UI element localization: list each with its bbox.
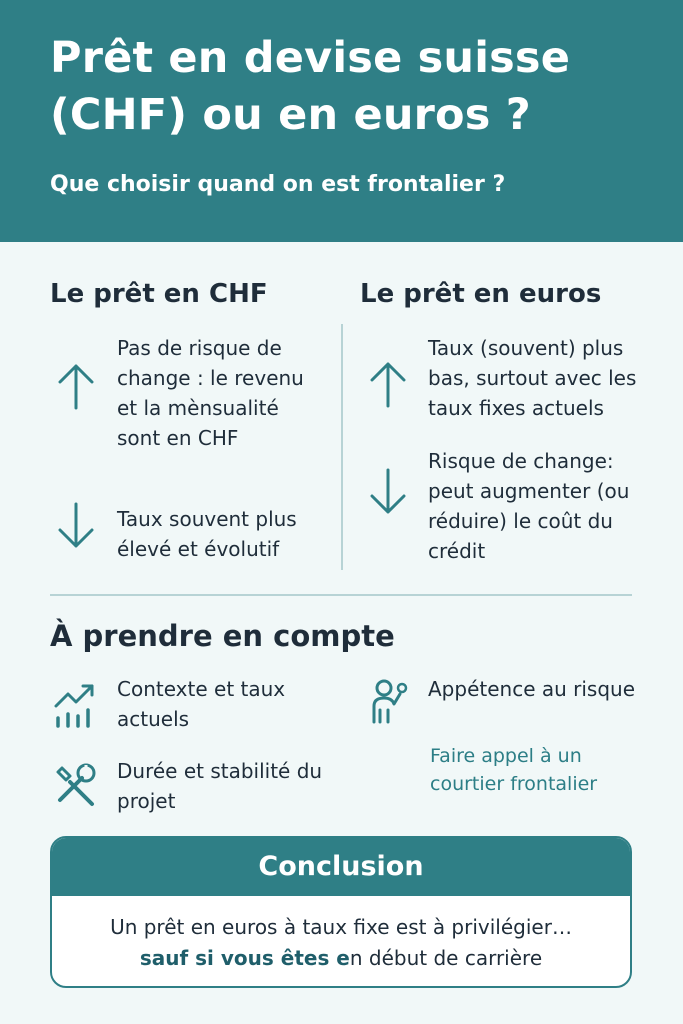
- considerations-title: À prendre en compte: [50, 619, 395, 653]
- arrow-up-icon: [54, 360, 98, 412]
- conclusion-emphasis: sauf si vous êtes e: [139, 946, 350, 970]
- chart-growth-icon: [52, 680, 100, 728]
- tools-icon: [52, 760, 100, 808]
- eur-pro-text: Taux (souvent) plus bas, surtout avec les taux fixes actuels: [428, 336, 637, 420]
- conclusion-text: [52, 896, 630, 974]
- arrow-up-icon: [366, 358, 410, 410]
- eur-con-text: Risque de change: peut augmenter (ou réduire) le coût du crédit: [428, 449, 630, 563]
- header-banner: [0, 0, 683, 242]
- chf-con-text: Taux souvent plus élevé et évolutif: [117, 507, 297, 561]
- page-subtitle: Que choisir quand on est frontalier ?: [50, 172, 506, 197]
- consideration-context: Contexte et taux actuels: [117, 677, 286, 731]
- section-divider: [50, 594, 632, 596]
- page-title: Prêt en devise suisse (CHF) ou en euros ?: [50, 33, 571, 140]
- broker-link[interactable]: Faire appel à un courtier frontalier: [430, 745, 598, 795]
- consideration-risk: Appétence au risque: [428, 677, 636, 701]
- conclusion-line-2-rest: n début de carrière: [349, 946, 543, 970]
- column-divider: [341, 324, 343, 570]
- consideration-duration: Durée et stabilité du projet: [117, 759, 323, 813]
- arrow-down-icon: [366, 466, 410, 518]
- chf-column-title: Le prêt en CHF: [50, 279, 268, 309]
- person-thinking-icon: [366, 676, 414, 724]
- conclusion-line-2: [52, 943, 630, 974]
- chf-pro-text: Pas de risque de change : le revenu et la mènsualité sont en CHF: [117, 336, 304, 450]
- conclusion-title: Conclusion: [52, 838, 630, 896]
- conclusion-line-1: Un prêt en euros à taux fixe est à privilégier…: [110, 915, 572, 939]
- conclusion-box: [50, 836, 632, 988]
- eur-column-title: Le prêt en euros: [360, 279, 602, 309]
- arrow-down-icon: [54, 500, 98, 552]
